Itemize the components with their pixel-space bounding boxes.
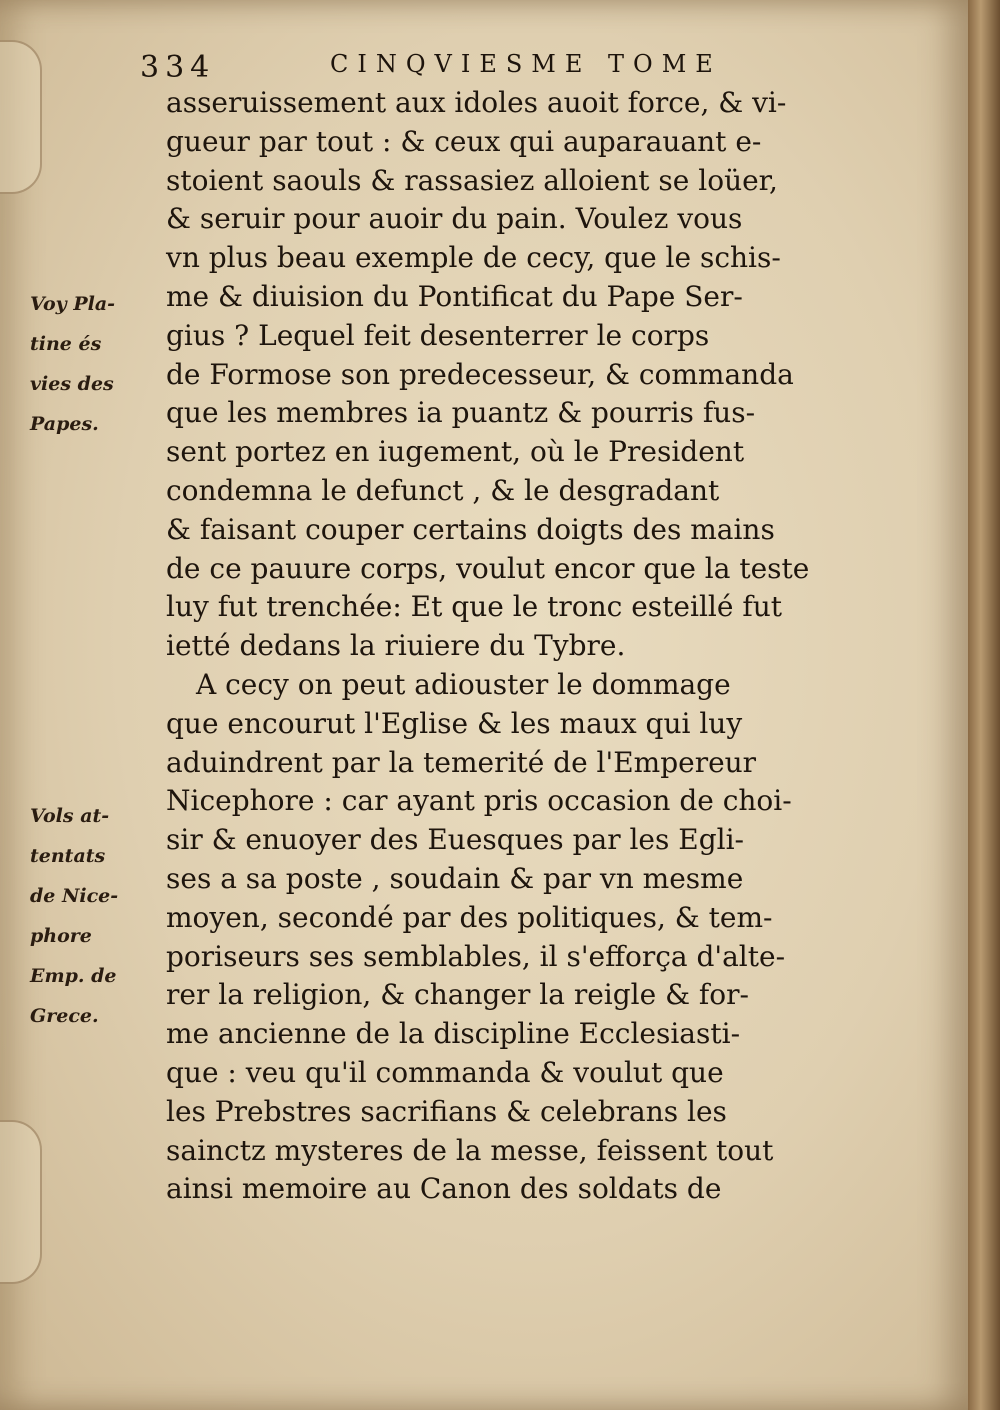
text-line: & faisant couper certains doigts des mains (166, 512, 775, 546)
text-line: ainsi memoire au Canon des soldats de (166, 1172, 722, 1206)
text-line: rer la religion, & changer la reigle & for- (166, 978, 749, 1012)
page-number: 334 (140, 50, 216, 85)
marginal-line: Vols at- (30, 805, 110, 827)
text-line: que les membres ia puantz & pourris fus- (166, 396, 756, 430)
binding-ring (0, 1120, 42, 1284)
text-line: moyen, secondé par des politiques, & tem- (166, 900, 773, 934)
text-line: asseruissement aux idoles auoit force, & vi- (166, 86, 787, 119)
marginal-line: vies des (30, 373, 114, 395)
marginal-line: de Nice- (30, 885, 119, 907)
marginal-line: Emp. de (30, 965, 117, 987)
text-line: luy fut trenchée: Et que le tronc esteillé fut (166, 590, 782, 624)
text-line: vn plus beau exemple de cecy, que le schis- (166, 241, 781, 275)
text-line: sir & enuoyer des Euesques par les Egli- (166, 823, 745, 857)
text-line: condemna le defunct , & le desgradant (166, 473, 720, 507)
marginal-line: tine és (30, 333, 102, 355)
marginal-line: Grece. (30, 1005, 99, 1027)
text-line: gueur par tout : & ceux qui auparauant e- (166, 124, 762, 158)
text-line: que encourut l'Eglise & les maux qui luy (166, 706, 743, 740)
running-title: CINQVIESME TOME (330, 50, 722, 78)
text-line: que : veu qu'il commanda & voulut que (166, 1055, 724, 1089)
text-line: Nicephore : car ayant pris occasion de choi- (166, 784, 792, 818)
text-line: de ce pauure corps, voulut encor que la teste (166, 551, 810, 585)
marginal-line: Voy Pla- (30, 293, 116, 315)
text-line: gius ? Lequel feit desenterrer le corps (166, 318, 710, 352)
text-line: de Formose son predecesseur, & commanda (166, 357, 794, 391)
text-line: sainctz mysteres de la messe, feissent tout (166, 1133, 774, 1167)
text-line: stoient saouls & rassasiez alloient se loüer, (166, 163, 778, 197)
text-line: me & diuision du Pontificat du Pape Ser- (166, 279, 743, 313)
text-line: aduindrent par la temerité de l'Empereur (166, 745, 757, 779)
marginal-note-nicephore (30, 796, 160, 1036)
marginal-note-platine (30, 284, 160, 444)
text-line: & seruir pour auoir du pain. Voulez vous (166, 202, 743, 236)
text-line: ietté dedans la riuiere du Tybre. (166, 629, 626, 663)
page-edge (968, 0, 1000, 1410)
paragraph-start-line: A cecy on peut adiouster le dommage (196, 667, 731, 701)
marginal-line: tentats (30, 845, 106, 867)
marginal-line: Papes. (30, 413, 99, 435)
text-line: poriseurs ses semblables, il s'efforça d'alte- (166, 939, 786, 973)
text-line: les Prebstres sacrifians & celebrans les (166, 1094, 727, 1128)
marginal-line: phore (30, 925, 92, 947)
text-line: ses a sa poste , soudain & par vn mesme (166, 861, 744, 895)
binding-ring (0, 40, 42, 194)
body-text (166, 84, 856, 1209)
text-line: sent portez en iugement, où le President (166, 435, 745, 469)
text-line: me ancienne de la discipline Ecclesiasti- (166, 1017, 741, 1051)
